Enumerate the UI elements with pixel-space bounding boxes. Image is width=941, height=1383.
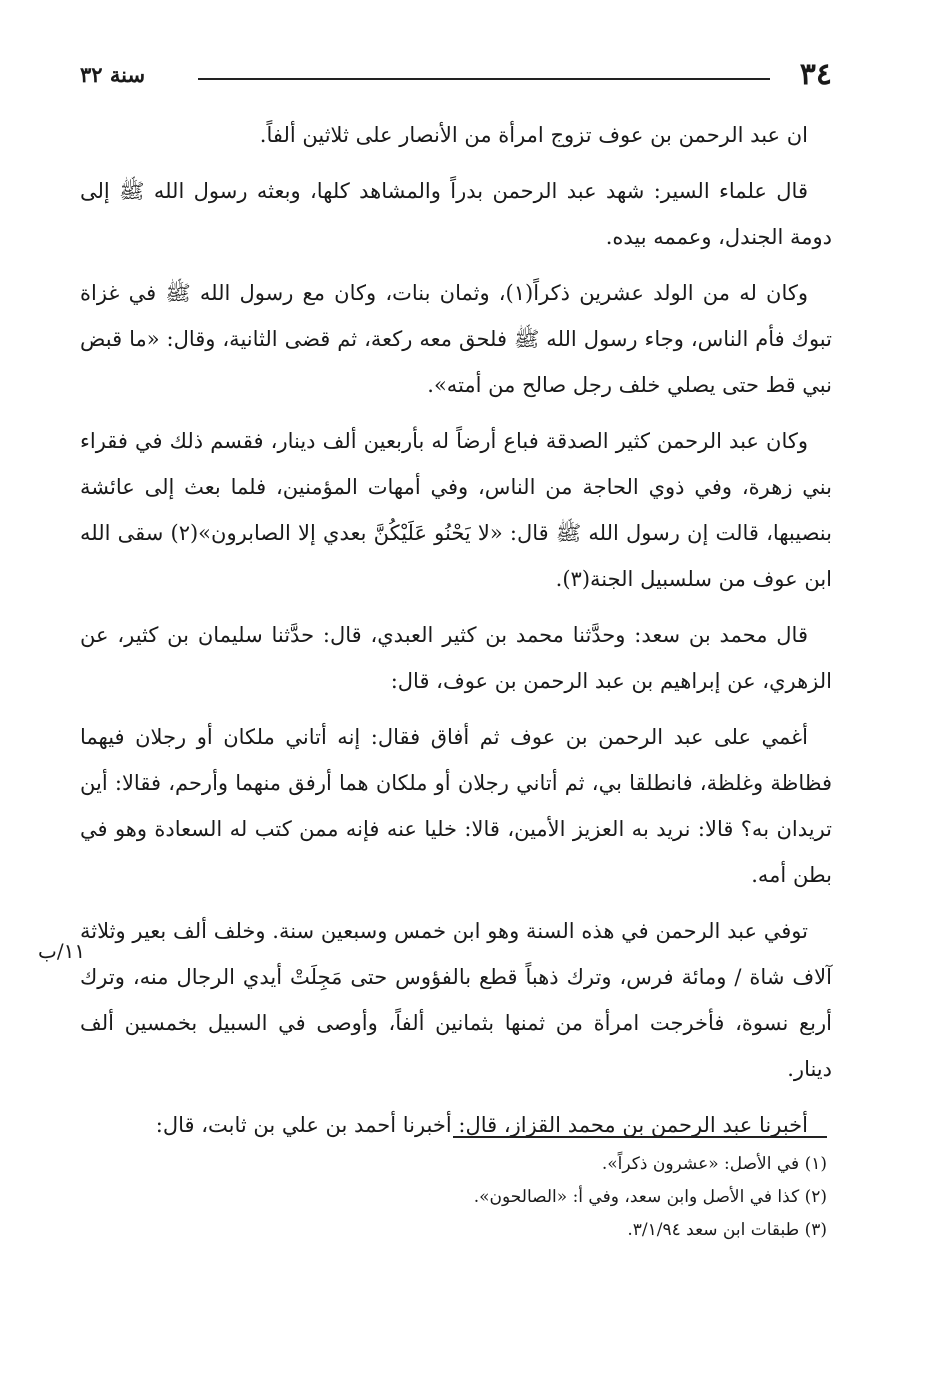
footnote: (٣) طبقات ابن سعد ٣/١/٩٤. xyxy=(627,1220,827,1240)
page-number: ٣٤ xyxy=(799,57,832,92)
paragraph: قال محمد بن سعد: وحدَّثنا محمد بن كثير العبدي، قال: حدَّثنا سليمان بن كثير، عن الزهري، عن إبراهيم بن عبد الرحمن بن عوف، قال: xyxy=(80,623,832,693)
footnotes xyxy=(127,1148,827,1247)
paragraph: وكان عبد الرحمن كثير الصدقة فباع أرضاً له بأربعين ألف دينار، فقسم ذلك في فقراء بني زهرة، وفي ذوي الحاجة من الناس، وفي أمهات المؤمنين، فلما بعث إلى عائشة بنصيبها، قالت إن رسول الله ﷺ قال: «لا يَحْنُو عَلَيْكُنَّ بعدي إلا الصابرون»(٢) سقى الله ابن عوف من سلسبيل الجنة(٣). xyxy=(80,429,832,591)
page-header xyxy=(80,58,832,92)
footnote-rule xyxy=(453,1136,827,1138)
paragraph: قال علماء السير: شهد عبد الرحمن بدراً والمشاهد كلها، وبعثه رسول الله ﷺ إلى دومة الجندل، وعممه بيده. xyxy=(80,179,832,249)
footnote: (٢) كذا في الأصل وابن سعد، وفي أ: «الصالحون». xyxy=(473,1187,827,1207)
paragraph: أغمي على عبد الرحمن بن عوف ثم أفاق فقال: إنه أتاني ملكان أو رجلان فيهما فظاظة وغلظة، فانطلقا بي، ثم أتاني رجلان أو ملكان هما أرفق منهما وأرحم، فقالا: أين تريدان به؟ قالا: نريد به العزيز الأمين، قالا: خليا عنه فإنه ممن كتب له السعادة وهو في بطن أمه. xyxy=(80,725,832,887)
paragraph: توفي عبد الرحمن في هذه السنة وهو ابن خمس وسبعين سنة. وخلف ألف بعير وثلاثة آلاف شاة / ومائة فرس، وترك ذهباً قطع بالفؤوس حتى مَجِلَتْ أيدي الرجال منه، وترك أربع نسوة، فأخرجت امرأة من ثمنها بثمانين ألفاً، وأوصى في السبيل بخمسين ألف دينار. xyxy=(80,919,832,1081)
main-text xyxy=(80,112,832,1158)
paragraph: ان عبد الرحمن بن عوف تزوج امرأة من الأنصار على ثلاثين ألفاً. xyxy=(259,123,808,147)
paragraph: وكان له من الولد عشرين ذكراً(١)، وثمان بنات، وكان مع رسول الله ﷺ في غزاة تبوك فأم الناس، وجاء رسول الله ﷺ فلحق معه ركعة، ثم قضى الثانية، وقال: «ما قبض نبي قط حتى يصلي خلف رجل صالح من أمته». xyxy=(80,281,832,397)
running-head: سنة ٣٢ xyxy=(80,62,146,87)
footnote: (١) في الأصل: «عشرون ذكراً». xyxy=(601,1154,827,1174)
header-rule xyxy=(198,78,770,80)
manuscript-folio-note: ١١/ب xyxy=(38,939,86,963)
paragraph: أخبرنا عبد الرحمن بن محمد القزاز، قال: أخبرنا أحمد بن علي بن ثابت، قال: xyxy=(155,1113,808,1137)
